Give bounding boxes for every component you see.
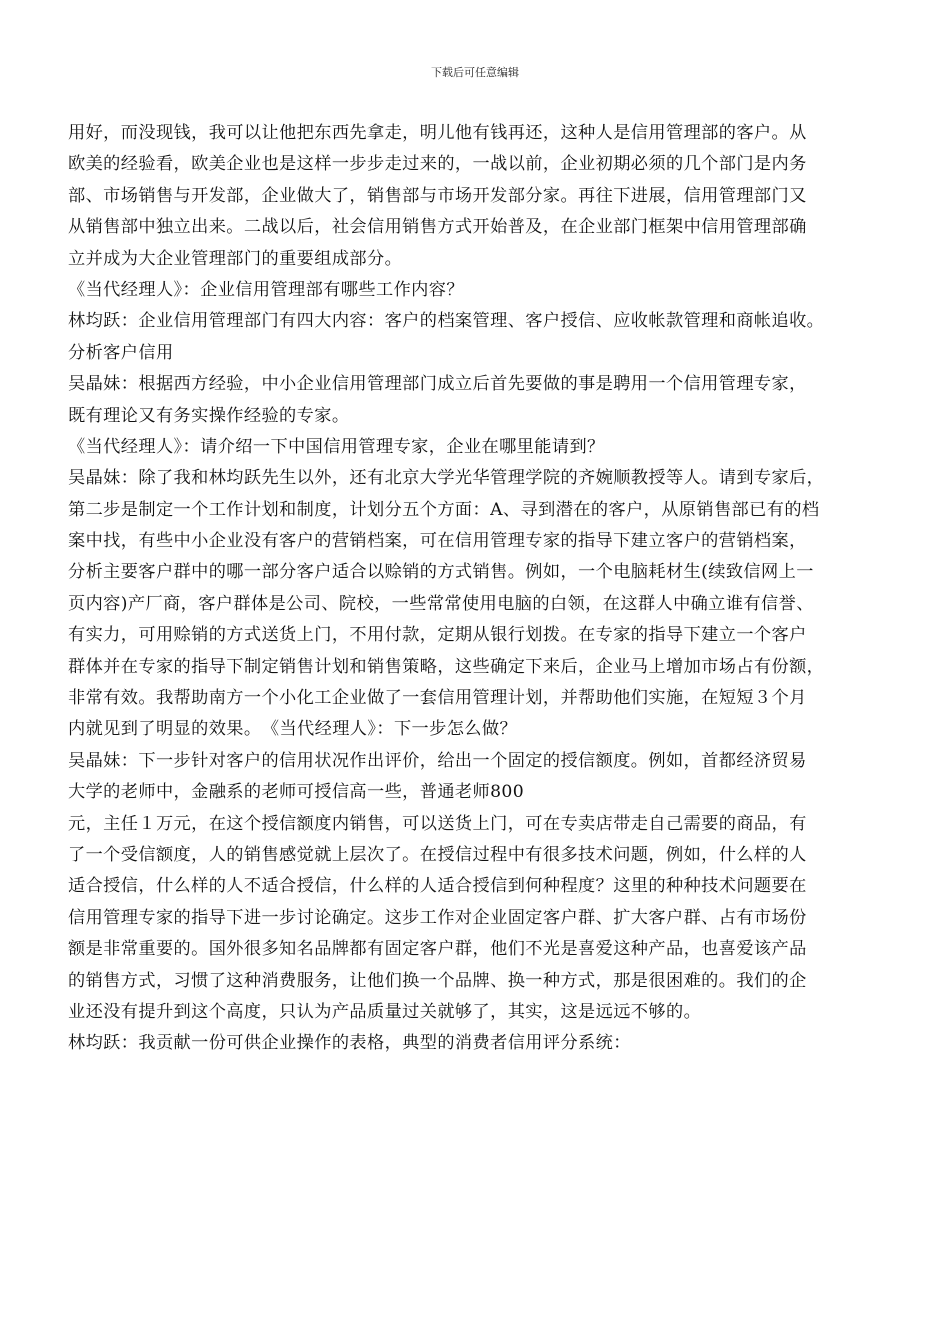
- text-line: 《当代经理人》：请介绍一下中国信用管理专家，企业在哪里能请到？: [68, 436, 605, 457]
- text-line: 案中找，有些中小企业没有客户的营销档案，可在信用管理专家的指导下建立客户的营销档案，: [68, 531, 807, 552]
- text-line: 立并成为大企业管理部门的重要组成部分。: [68, 248, 403, 269]
- text-line: 从销售部中独立出来。二战以后，社会信用销售方式开始普及，在企业部门框架中信用管理部确: [68, 217, 807, 238]
- text-line: 林均跃：我贡献一份可供企业操作的表格，典型的消费者信用评分系统：: [68, 1033, 631, 1054]
- text-line: 分析主要客户群中的哪一部分客户适合以赊销的方式销售。例如，一个电脑耗材生(续致信网上一: [68, 562, 814, 583]
- text-line: 用好，而没现钱，我可以让他把东西先拿走，明儿他有钱再还，这种人是信用管理部的客户。从: [68, 123, 807, 143]
- text-line: 内就见到了明显的效果。 《当代经理人》：下一步怎么做？: [68, 719, 518, 740]
- text-line: 《当代经理人》：企业信用管理部有哪些工作内容？: [68, 279, 464, 300]
- document-body: [68, 118, 886, 1060]
- text-line: 信用管理专家的指导下进一步讨论确定。这步工作对企业固定客户群、扩大客户群、占有市场份: [68, 907, 807, 928]
- page-header: 下载后可任意编辑: [431, 66, 519, 79]
- text-line: 元，主任１万元，在这个授信额度内销售，可以送货上门，可在专卖店带走自己需要的商品，有: [68, 813, 807, 834]
- text-line: 适合授信，什么样的人不适合授信，什么样的人适合授信到何种程度？这里的种种技术问题要在: [68, 876, 807, 897]
- text-line: 第二步是制定一个工作计划和制度，计划分五个方面：A、寻到潜在的客户，从原销售部已有的档: [68, 499, 820, 520]
- text-line: 有实力，可用赊销的方式送货上门，不用付款，定期从银行划拨。在专家的指导下建立一个客户: [68, 625, 807, 646]
- text-line: 既有理论又有务实操作经验的专家。: [68, 405, 350, 426]
- text-line: 群体并在专家的指导下制定销售计划和销售策略，这些确定下来后，企业马上增加市场占有份额，: [68, 656, 825, 677]
- text-line: 吴晶妹：除了我和林均跃先生以外，还有北京大学光华管理学院的齐婉顺教授等人。请到专家后，: [68, 468, 825, 489]
- text-line: 分析客户信用: [68, 342, 174, 363]
- text-line: 欧美的经验看，欧美企业也是这样一步步走过来的，一战以前，企业初期必须的几个部门是内务: [68, 154, 807, 175]
- text-line: 吴晶妹：下一步针对客户的信用状况作出评价，给出一个固定的授信额度。例如，首都经济贸易: [68, 750, 807, 771]
- text-line: 大学的老师中，金融系的老师可授信高一些，普通老师800: [68, 782, 525, 803]
- text-line: 吴晶妹：根据西方经验，中小企业信用管理部门成立后首先要做的事是聘用一个信用管理专家，: [68, 374, 807, 395]
- text-line: 了一个受信额度，人的销售感觉就上层次了。在授信过程中有很多技术问题，例如，什么样的人: [68, 844, 807, 865]
- text-line: 的销售方式，习惯了这种消费服务，让他们换一个品牌、换一种方式，那是很困难的。我们的企: [68, 970, 807, 991]
- text-line: 业还没有提升到这个高度，只认为产品质量过关就够了，其实，这是远远不够的。: [68, 1001, 702, 1022]
- text-line: 非常有效。我帮助南方一个小化工企业做了一套信用管理计划，并帮助他们实施，在短短３个月: [68, 688, 807, 709]
- text-line: 额是非常重要的。国外很多知名品牌都有固定客户群，他们不光是喜爱这种产品，也喜爱该产品: [68, 939, 807, 960]
- text-line: 页内容)产厂商，客户群体是公司、院校，一些常常使用电脑的白领，在这群人中确立谁有信誉、: [68, 593, 814, 614]
- text-line: 部、市场销售与开发部，企业做大了，销售部与市场开发部分家。再往下进展，信用管理部门又: [68, 185, 807, 206]
- text-line: 林均跃：企业信用管理部门有四大内容：客户的档案管理、客户授信、应收帐款管理和商帐追收。: [68, 311, 825, 332]
